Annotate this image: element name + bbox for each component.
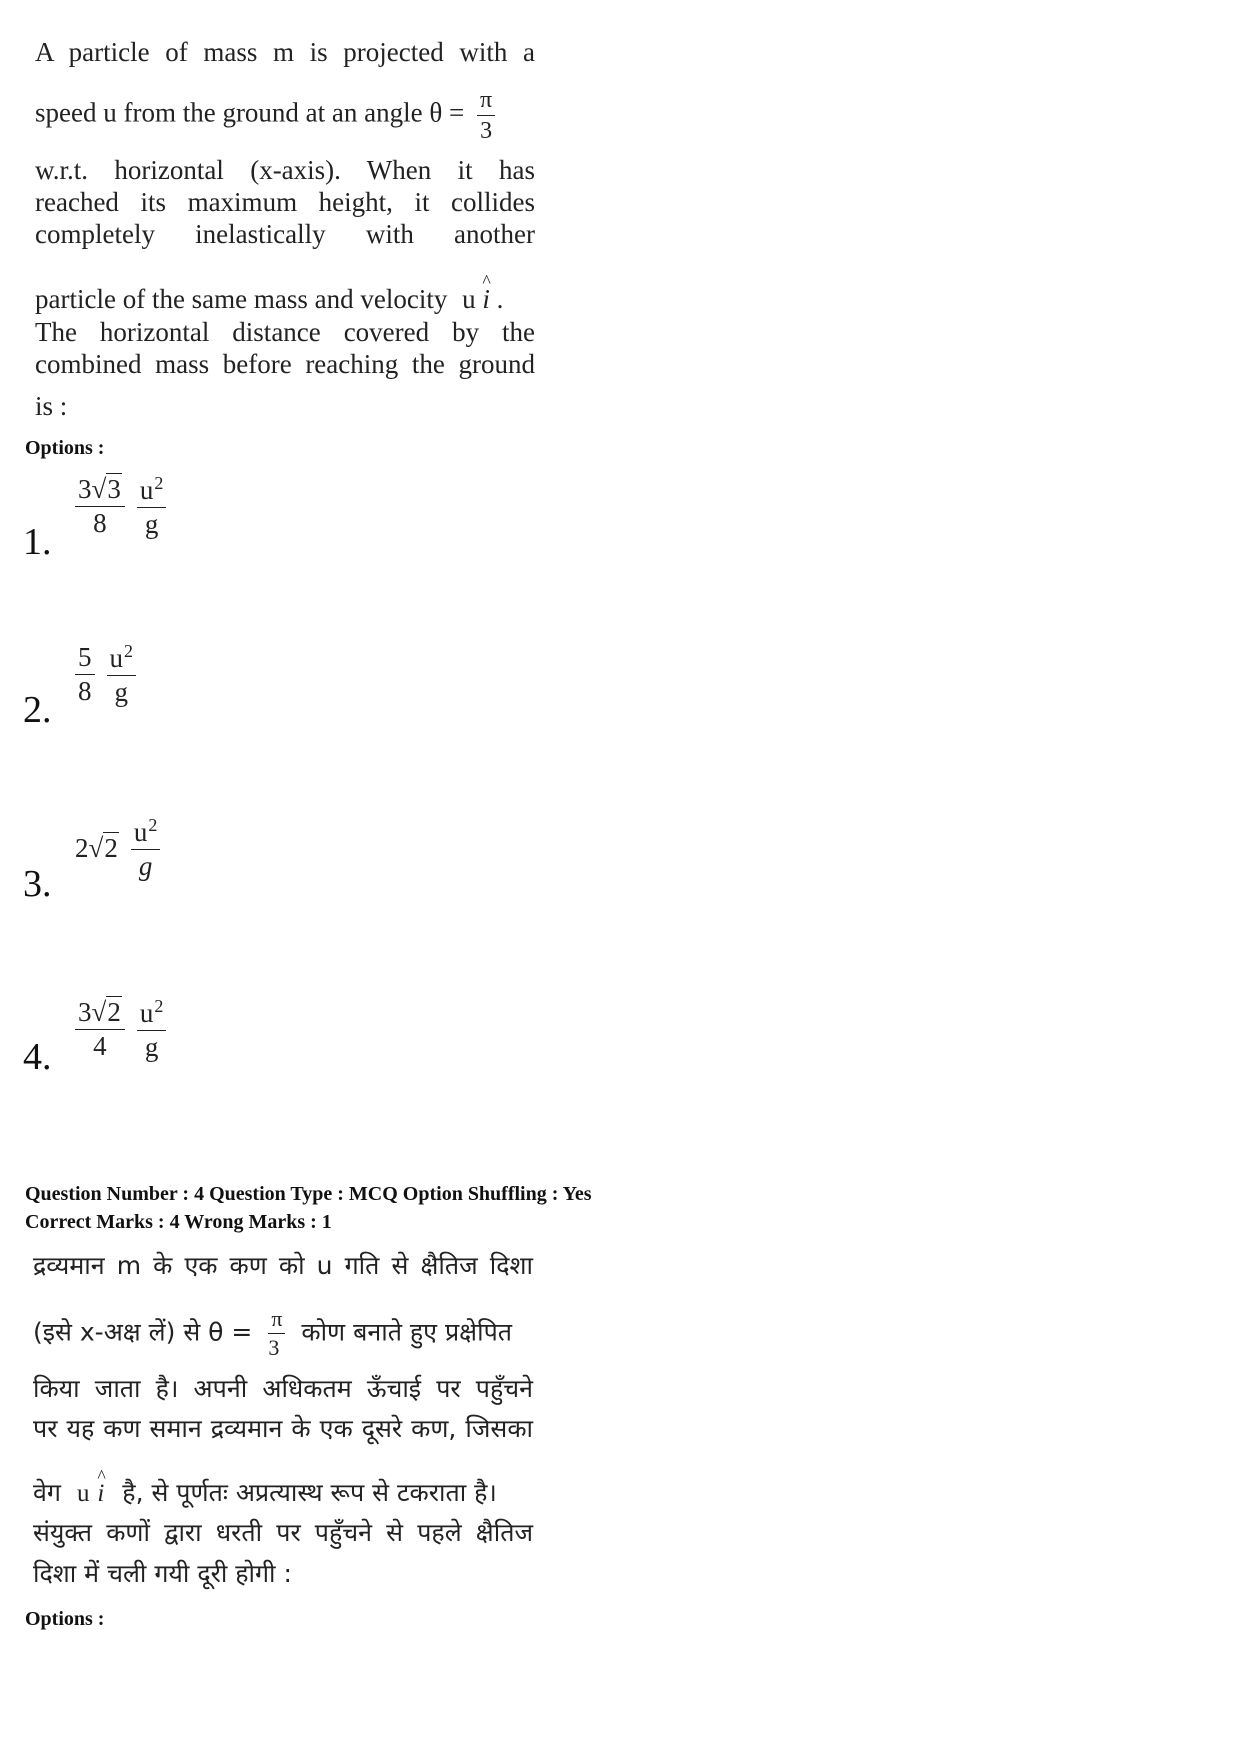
velocity-symbol: u <box>462 284 476 314</box>
option-expression <box>75 816 160 880</box>
question-line-text: speed u from the ground at an angle θ = <box>35 97 465 128</box>
variable-fraction <box>137 997 167 1061</box>
exponent: 2 <box>154 473 164 493</box>
fraction-numerator <box>107 642 137 676</box>
velocity-symbol: u <box>76 1480 90 1507</box>
question-line-text: है, से पूर्णतः अप्रत्यास्थ रूप से टकराता है। <box>122 1478 497 1507</box>
question-line: combined mass before reaching the ground <box>35 349 535 379</box>
fraction-numerator: π <box>268 1308 285 1334</box>
fraction-numerator <box>137 997 167 1031</box>
question-line-text: particle of the same mass and velocity <box>35 284 448 314</box>
unit-vector-i: ^ i <box>482 283 490 315</box>
fraction-numerator: 3√2 <box>75 999 125 1030</box>
fraction-denominator: g <box>138 851 153 881</box>
fraction-denominator: 4 <box>93 1030 107 1061</box>
exponent: 2 <box>154 996 164 1016</box>
radicand: 2 <box>104 832 118 863</box>
radicand: 2 <box>107 996 121 1027</box>
question-line: संयुक्त कणों द्वारा धरती पर पहुँचने से पहले क्षैतिज <box>33 1518 533 1547</box>
unit-vector-i: ^ i <box>97 1478 104 1510</box>
exponent: 2 <box>148 815 158 835</box>
question-line: w.r.t. horizontal (x-axis). When it has <box>35 155 535 185</box>
question-line: दिशा में चली गयी दूरी होगी : <box>33 1559 292 1588</box>
question-line <box>33 1477 533 1510</box>
exponent: 2 <box>124 641 133 661</box>
option-expression <box>75 474 166 538</box>
coefficient-fraction <box>75 641 95 706</box>
var-u: u <box>133 817 148 847</box>
options-label: Options : <box>25 437 105 459</box>
question-line <box>35 283 503 315</box>
question-line <box>33 1308 533 1359</box>
fraction-denominator: 3 <box>480 118 493 144</box>
question-line: is : <box>35 391 68 421</box>
fraction-numerator <box>131 816 161 850</box>
question-meta-line: Correct Marks : 4 Wrong Marks : 1 <box>25 1211 332 1233</box>
theta-fraction <box>268 1308 285 1359</box>
fraction-numerator <box>137 474 167 508</box>
question-line: पर यह कण समान द्रव्यमान के एक दूसरे कण, जिसका <box>33 1414 533 1443</box>
question-line-text: वेग <box>33 1478 61 1507</box>
var-u: u <box>139 475 154 505</box>
coefficient: 2√2 <box>75 832 118 863</box>
option-number: 1. <box>23 521 52 563</box>
options-label: Options : <box>25 1608 105 1630</box>
coef-part: 3 <box>78 473 92 504</box>
fraction-denominator: g <box>114 677 128 707</box>
question-line: The horizontal distance covered by the <box>35 317 535 347</box>
option-number: 3. <box>23 863 52 905</box>
coefficient-fraction <box>75 473 125 538</box>
question-line: किया जाता है। अपनी अधिकतम ऊँचाई पर पहुँचने <box>33 1374 533 1403</box>
var-u: u <box>139 998 154 1028</box>
question-line: completely inelastically with another <box>35 219 535 249</box>
option-expression <box>75 642 136 706</box>
question-line-text: . <box>496 284 504 314</box>
coefficient-fraction <box>75 996 125 1061</box>
variable-fraction <box>107 642 137 706</box>
fraction-denominator: 8 <box>93 507 107 538</box>
question-meta-line: Question Number : 4 Question Type : MCQ Option Shuffling : Yes <box>25 1183 592 1205</box>
fraction-denominator: g <box>144 509 159 539</box>
coef-part: 2 <box>75 832 89 863</box>
question-line: द्रव्यमान m के एक कण को u गति से क्षैतिज दिशा <box>33 1251 533 1280</box>
fraction-denominator: 3 <box>268 1335 280 1360</box>
var-u: u <box>109 643 123 673</box>
option-number: 4. <box>23 1036 52 1078</box>
question-line: reached its maximum height, it collides <box>35 187 535 217</box>
fraction-numerator: 3√3 <box>75 476 125 507</box>
radicand: 3 <box>107 473 121 504</box>
question-line-text: कोण बनाते हुए प्रक्षेपित <box>301 1317 513 1347</box>
fraction-denominator: g <box>144 1032 159 1062</box>
question-line <box>35 88 495 143</box>
fraction-numerator: π <box>477 88 495 116</box>
coef-part: 3 <box>78 996 92 1027</box>
fraction-denominator: 8 <box>78 675 92 706</box>
variable-fraction <box>131 816 161 880</box>
question-line-text: (इसे x-अक्ष लें) से θ = <box>33 1317 253 1347</box>
option-number: 2. <box>23 689 52 731</box>
fraction-numerator: 5 <box>75 644 95 675</box>
option-expression <box>75 997 166 1061</box>
theta-fraction <box>477 88 495 143</box>
question-line: A particle of mass m is projected with a <box>35 37 535 67</box>
variable-fraction <box>137 474 167 538</box>
